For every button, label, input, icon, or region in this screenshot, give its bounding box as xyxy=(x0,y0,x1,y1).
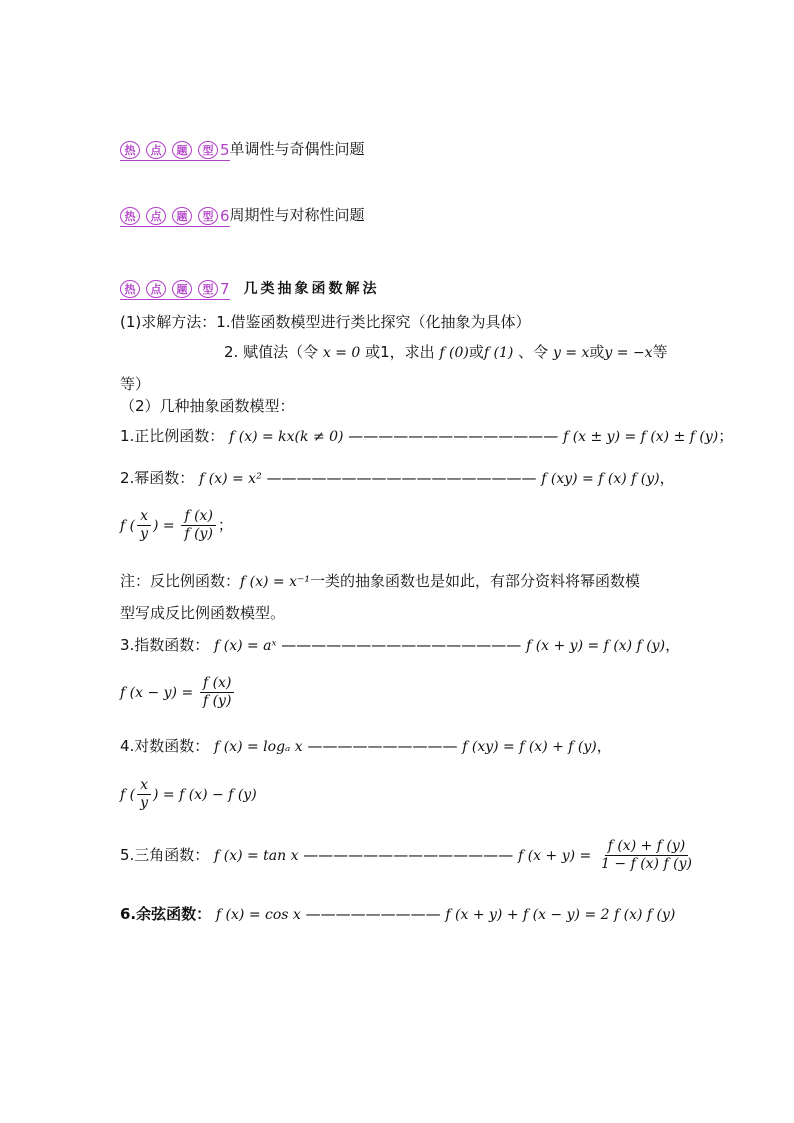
text: 、令 xyxy=(518,343,549,361)
heading-number: 7 xyxy=(220,280,230,298)
denominator: y xyxy=(140,526,149,542)
numerator: f (x) xyxy=(200,675,234,693)
math: f (x − y) = xyxy=(120,685,194,701)
label: 3.指数函数： xyxy=(120,636,210,654)
fraction xyxy=(137,777,151,812)
hot-seal-4: 型 xyxy=(198,207,218,225)
heading-6 xyxy=(120,204,365,227)
dash: ———————————————— xyxy=(281,636,522,654)
model-1 xyxy=(120,425,733,446)
numerator: x xyxy=(137,508,151,526)
numerator: f (x) + f (y) xyxy=(605,838,689,856)
model-6 xyxy=(120,903,675,924)
denominator: f (y) xyxy=(184,526,213,542)
heading-title: 几类抽象函数解法 xyxy=(243,281,380,297)
heading-title: 单调性与奇偶性问题 xyxy=(229,140,365,158)
note-line-1 xyxy=(120,570,640,591)
fraction xyxy=(598,838,695,873)
math: f (x) = x² xyxy=(199,471,262,487)
math: f (x ± y) = f (x) ± f (y) xyxy=(563,429,719,445)
model-2 xyxy=(120,467,675,488)
models-title: （2）几种抽象函数模型： xyxy=(120,397,295,415)
hot-seal-1: 热 xyxy=(120,207,140,225)
fraction xyxy=(200,675,234,710)
math: f (x) = cos x xyxy=(215,907,301,923)
model-3 xyxy=(120,634,680,655)
hot-topic-badge xyxy=(120,141,230,161)
text: 或 xyxy=(589,343,605,361)
heading-title: 周期性与对称性问题 xyxy=(229,206,365,224)
hot-seal-3: 题 xyxy=(172,141,192,159)
model-3-fraction xyxy=(120,675,236,710)
punct: ； xyxy=(217,516,233,534)
method-line-2 xyxy=(224,341,668,362)
math: f (x) = aˣ xyxy=(214,638,277,654)
hot-seal-2: 点 xyxy=(146,207,166,225)
denominator: 1 − f (x) f (y) xyxy=(601,856,692,872)
punct: ； xyxy=(718,427,734,445)
dash: —————————————— xyxy=(348,427,559,445)
label: 2.幂函数： xyxy=(120,469,195,487)
denominator: y xyxy=(140,795,149,811)
math: f (1) xyxy=(483,345,514,361)
math: ) = f (x) − f (y) xyxy=(153,787,257,803)
hot-topic-badge xyxy=(120,207,230,227)
model-4 xyxy=(120,735,612,756)
punct: ， xyxy=(596,737,612,755)
heading-5 xyxy=(120,138,365,161)
text: 一类的抽象函数也是如此，有部分资料将幂函数模 xyxy=(310,572,641,590)
hot-seal-4: 型 xyxy=(198,280,218,298)
dash: —————————————— xyxy=(303,846,514,864)
dash: —————————————————— xyxy=(266,469,537,487)
label: 1.正比例函数： xyxy=(120,427,225,445)
hot-seal-1: 热 xyxy=(120,280,140,298)
hot-seal-3: 题 xyxy=(172,280,192,298)
denominator: f (y) xyxy=(202,693,232,709)
math: f (x + y) = f (x) f (y) xyxy=(526,638,666,654)
hot-seal-2: 点 xyxy=(146,280,166,298)
model-4-fraction xyxy=(120,777,257,812)
math: f ( xyxy=(120,518,136,534)
text: 等 xyxy=(652,343,668,361)
math: f (x) = x⁻¹ xyxy=(240,574,310,590)
math: f (x + y) = xyxy=(518,848,592,864)
math: f (x) = kx(k ≠ 0) xyxy=(229,429,344,445)
method-line-3: 等） xyxy=(120,375,151,393)
label: 6.余弦函数： xyxy=(120,905,212,923)
text: 2. 赋值法（令 xyxy=(224,343,319,361)
hot-topic-badge xyxy=(120,280,230,300)
model-2-fraction xyxy=(120,508,233,543)
math: f (0) xyxy=(439,345,469,361)
punct: ， xyxy=(659,469,675,487)
dash: ————————— xyxy=(305,905,441,923)
math: f (x + y) + f (x − y) = 2 f (x) f (y) xyxy=(445,907,676,923)
hot-seal-3: 题 xyxy=(172,207,192,225)
dash: —————————— xyxy=(307,737,458,755)
method-line-1: (1)求解方法：1.借鉴函数模型进行类比探究（化抽象为具体） xyxy=(120,313,531,331)
math: y = x xyxy=(552,345,590,361)
hot-seal-1: 热 xyxy=(120,141,140,159)
label: 4.对数函数： xyxy=(120,737,210,755)
text: 注：反比例函数： xyxy=(120,572,241,590)
numerator: f (x) xyxy=(181,508,215,526)
fraction xyxy=(137,508,151,543)
math: f ( xyxy=(120,787,136,803)
hot-seal-2: 点 xyxy=(146,141,166,159)
punct: ， xyxy=(665,636,681,654)
math: f (xy) = f (x) + f (y) xyxy=(462,739,597,755)
fraction xyxy=(181,508,215,543)
hot-seal-4: 型 xyxy=(198,141,218,159)
math: x = 0 xyxy=(322,345,361,361)
text: 或 xyxy=(468,343,484,361)
note-line-2: 型写成反比例函数模型。 xyxy=(120,604,286,622)
math: ) = xyxy=(153,518,175,534)
numerator: x xyxy=(137,777,151,795)
model-5 xyxy=(120,838,697,873)
text: 或1，求出 xyxy=(365,343,435,361)
heading-7 xyxy=(120,278,380,300)
math: f (xy) = f (x) f (y) xyxy=(541,471,660,487)
heading-number: 5 xyxy=(220,141,230,159)
heading-number: 6 xyxy=(220,207,230,225)
math: f (x) = logₐ x xyxy=(214,739,303,755)
math: f (x) = tan x xyxy=(214,848,299,864)
label: 5.三角函数： xyxy=(120,846,210,864)
math: y = −x xyxy=(604,345,653,361)
